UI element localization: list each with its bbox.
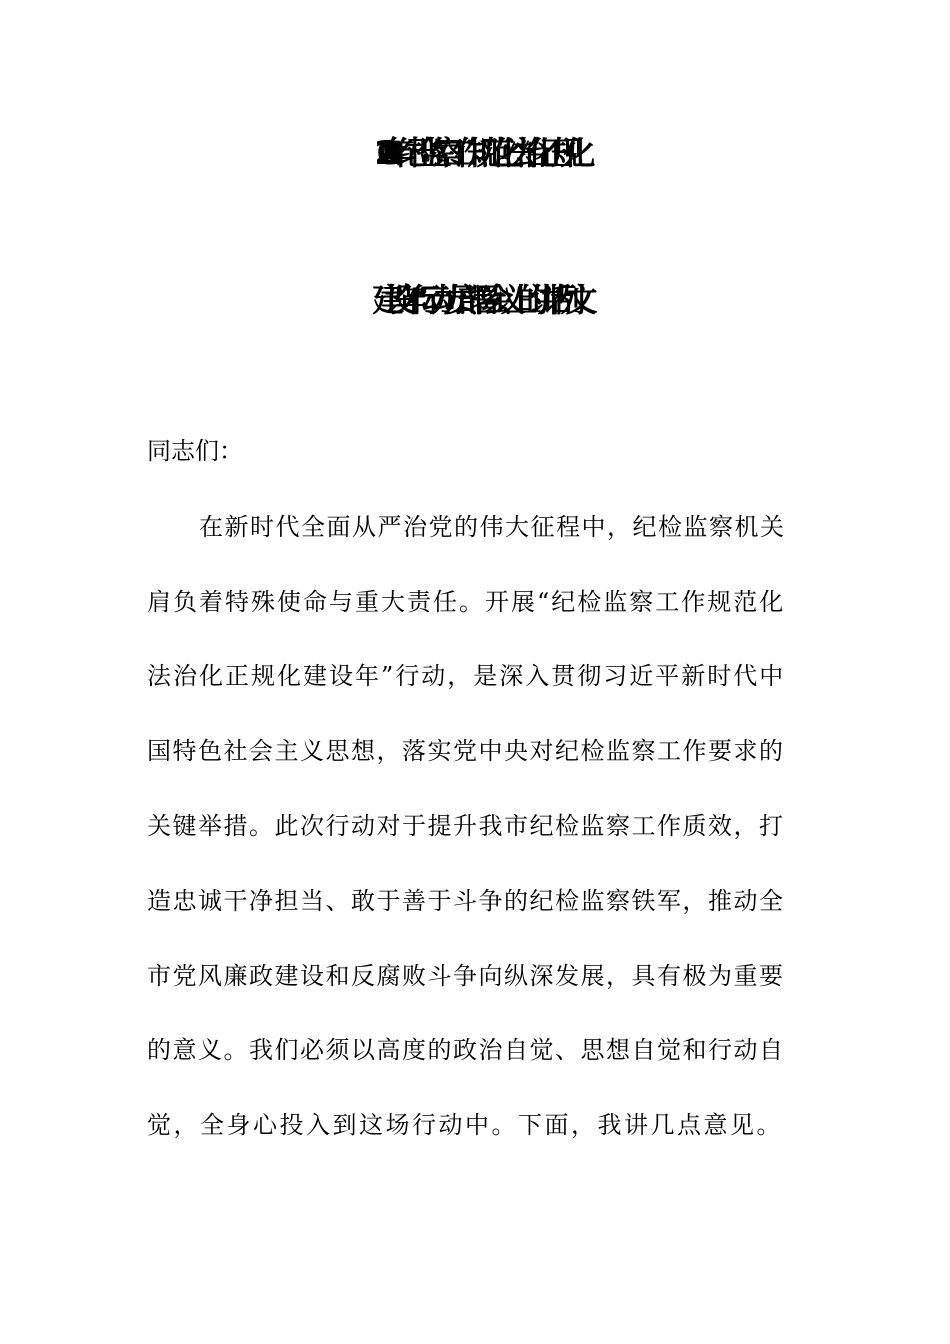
paragraph-line: 法治化正规化建设年”行动，是深入贯彻习近平新时代中 [147,662,786,690]
paragraph-line: 觉，全身心投入到这场行动中。下面，我讲几点意见。 [147,1111,783,1139]
paragraph-line: 肩负着特殊使命与重大责任。开展“纪检监察工作规范化 [147,588,786,616]
greeting: 同志们： [147,437,243,465]
document-title-line-2: 建设年”行动动员部署会议上的讲话例文 [372,281,578,319]
paragraph-line: 造忠诚干净担当、敢于善于斗争的纪检监察铁军，推动全 [147,887,785,915]
paragraph-line: 国特色社会主义思想，落实党中央对纪检监察工作要求的 [147,737,785,765]
paragraph-line: 的意义。我们必须以高度的政治自觉、思想自觉和行动自 [147,1036,785,1064]
paragraph-line: 关键举措。此次行动对于提升我市纪检监察工作质效，打 [147,812,785,840]
paragraph-line: 市党风廉政建设和反腐败斗争向纵深发展，具有极为重要 [147,962,785,990]
paragraph-line: 在新时代全面从严治党的伟大征程中，纪检监察机关 [199,513,786,541]
document-title-line-1: 2025年纪检监察工作规范化法治化正规化 [374,134,576,172]
